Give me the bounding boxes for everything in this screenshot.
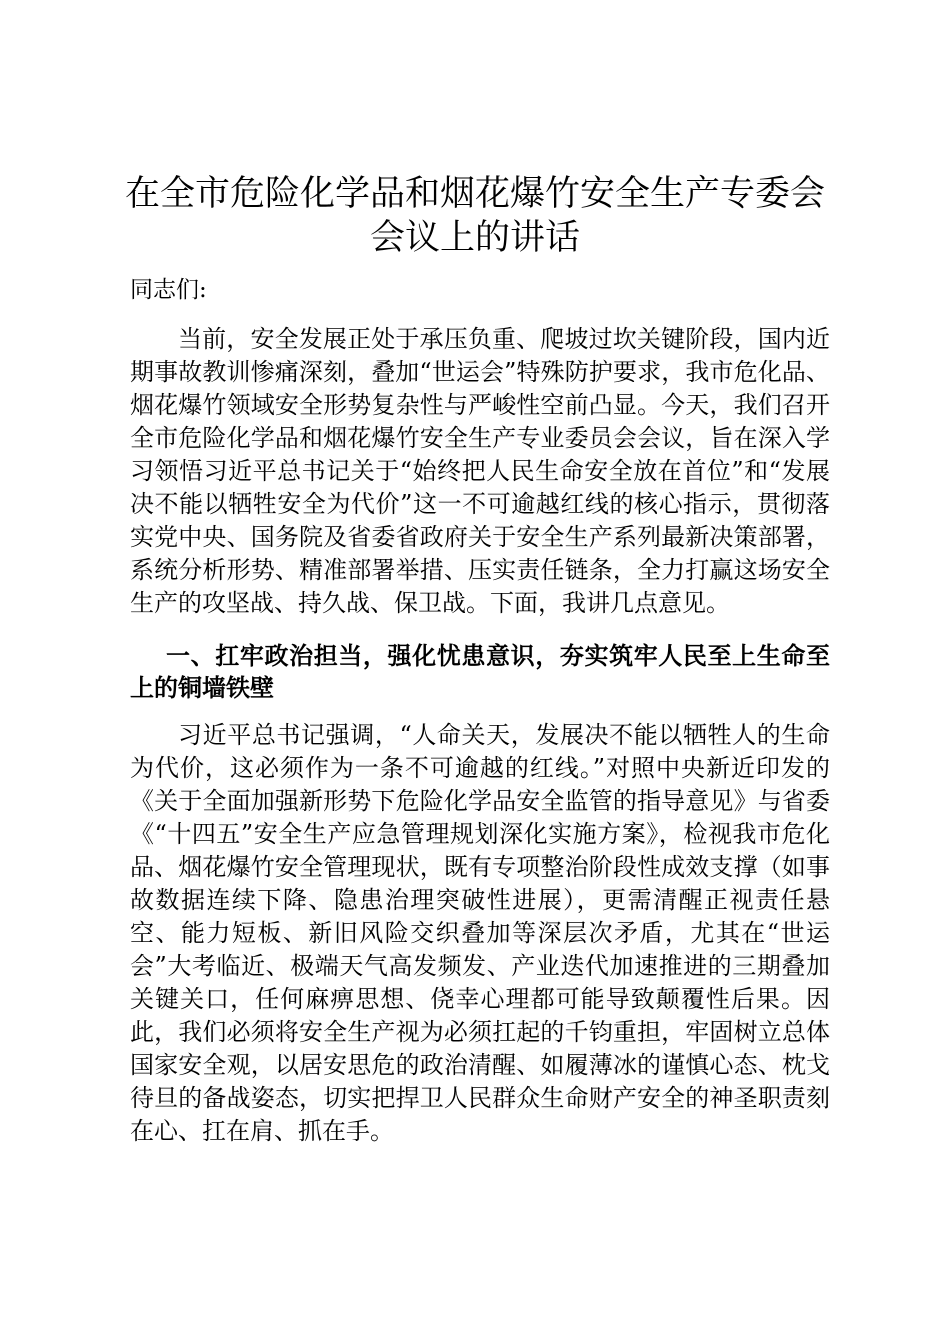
document-title-line-1: 在全市危险化学品和烟花爆竹安全生产专委会: [124, 174, 825, 214]
salutation: 同志们:: [130, 277, 207, 303]
document-title-line-2: 会议上的讲话: [369, 218, 580, 258]
section-heading-1: 一、扛牢政治担当，强化忧患意识，夯实筑牢人民至上生命至上的铜墙铁壁: [130, 642, 830, 702]
paragraph-intro: 当前，安全发展正处于承压负重、爬坡过坎关键阶段，国内近期事故教训惨痛深刻，叠加“世运会”特殊防护要求，我市危化品、烟花爆竹领域安全形势复杂性与严峻性空前凸显。今天，我们召开全市危险化学品和烟花爆竹安全生产专业委员会会议，旨在深入学习领悟习近平总书记关于“始终把人民生命安全放在首位”和“发展决不能以牺牲安全为代价”这一不可逾越红线的核心指示，贯彻落实党中央、国务院及省委省政府关于安全生产系列最新决策部署，系统分析形势、精准部署举措、压实责任链条，全力打赢这场安全生产的攻坚战、持久战、保卫战。下面，我讲几点意见。: [130, 325, 830, 617]
paragraph-section-1: 习近平总书记强调，“人命关天，发展决不能以牺牲人的生命为代价，这必须作为一条不可逾越的红线。”对照中央新近印发的《关于全面加强新形势下危险化学品安全监管的指导意见》与省委《“十四五”安全生产应急管理规划深化实施方案》，检视我市危化品、烟花爆竹安全管理现状，既有专项整治阶段性成效支撑（如事故数据连续下降、隐患治理突破性进展），更需清醒正视责任悬空、能力短板、新旧风险交织叠加等深层次矛盾，尤其在“世运会”大考临近、极端天气高发频发、产业迭代加速推进的三期叠加关键关口，任何麻痹思想、侥幸心理都可能导致颠覆性后果。因此，我们必须将安全生产视为必须扛起的千钧重担，牢固树立总体国家安全观，以居安思危的政治清醒、如履薄冰的谨慎心态、枕戈待旦的备战姿态，切实把捍卫人民群众生命财产安全的神圣职责刻在心、扛在肩、抓在手。: [130, 721, 830, 1145]
